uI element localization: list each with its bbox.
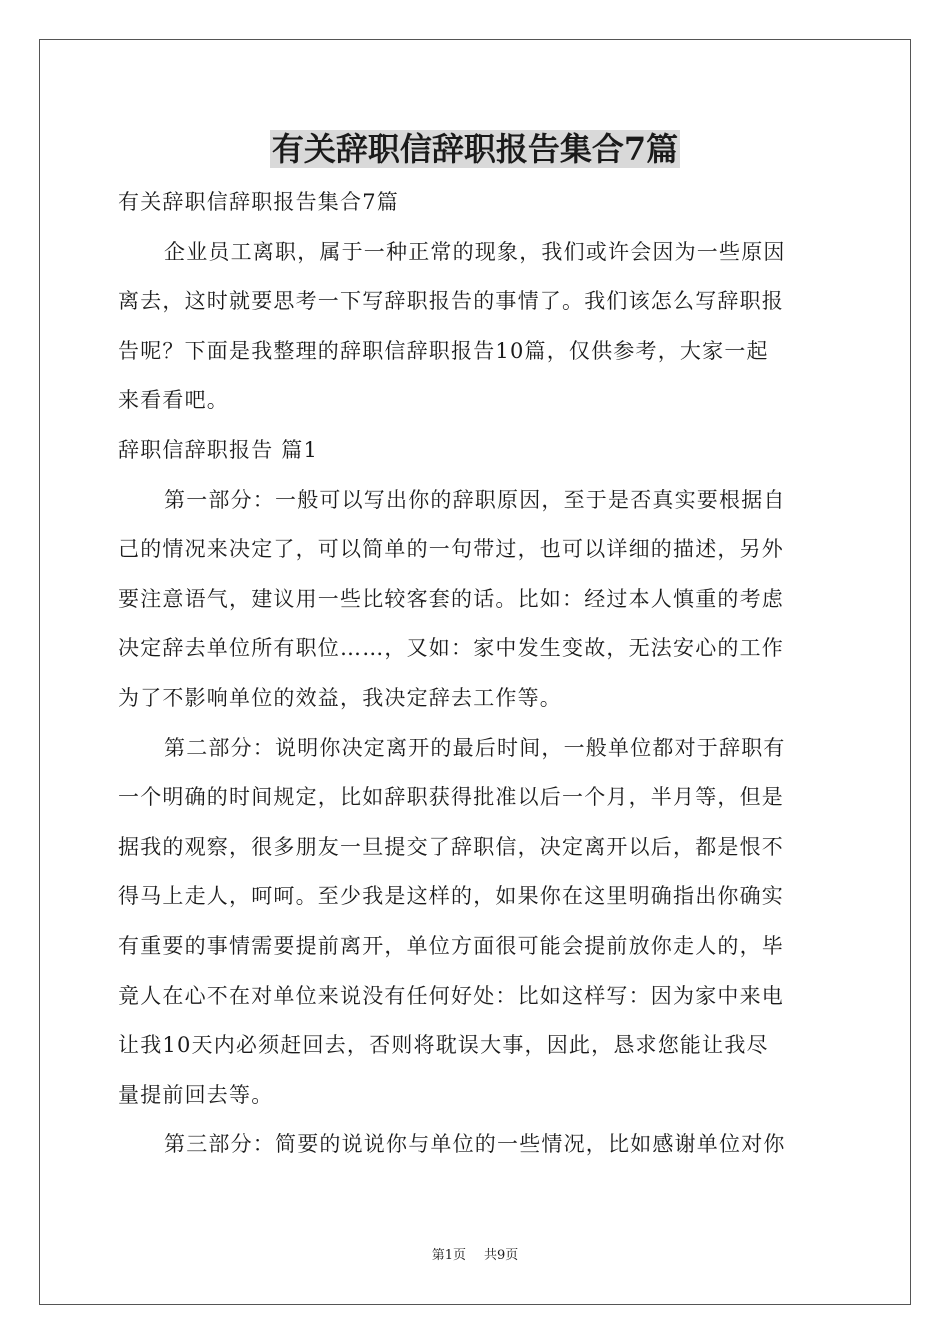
document-body: [118, 178, 834, 1170]
text-line: 据我的观察，很多朋友一旦提交了辞职信，决定离开以后，都是恨不: [118, 834, 784, 859]
text-line: 告呢？下面是我整理的辞职信辞职报告10篇，仅供参考，大家一起: [118, 338, 769, 363]
text-line: 得马上走人，呵呵。至少我是这样的，如果你在这里明确指出你确实: [118, 884, 784, 909]
text-line: 来看看吧。: [118, 388, 229, 413]
text-line: 让我10天内必须赶回去，否则将耽误大事，因此，恳求您能让我尽: [118, 1033, 769, 1058]
page-number: 第1页: [431, 1248, 466, 1263]
text-line: 有关辞职信辞职报告集合7篇: [118, 190, 399, 214]
text-line: 离去，这时就要思考一下写辞职报告的事情了。我们该怎么写辞职报: [118, 289, 784, 314]
text-line: 要注意语气，建议用一些比较客套的话。比如：经过本人慎重的考虑: [118, 586, 784, 611]
page-total: 共9页: [484, 1248, 519, 1263]
document-title-text: 有关辞职信辞职报告集合7篇: [271, 130, 679, 168]
document-title: [0, 127, 950, 171]
text-line: 一个明确的时间规定，比如辞职获得批准以后一个月，半月等，但是: [118, 785, 784, 810]
text-line: 第二部分：说明你决定离开的最后时间，一般单位都对于辞职有: [164, 735, 786, 760]
text-line: 竟人在心不在对单位来说没有任何好处：比如这样写：因为家中来电: [118, 983, 784, 1008]
text-line: 为了不影响单位的效益，我决定辞去工作等。: [118, 685, 562, 710]
text-line: 决定辞去单位所有职位……，又如：家中发生变故，无法安心的工作: [118, 636, 784, 661]
text-line: 己的情况来决定了，可以简单的一句带过，也可以详细的描述，另外: [118, 537, 784, 562]
text-line: 量提前回去等。: [118, 1082, 274, 1107]
text-line: 辞职信辞职报告 篇1: [118, 437, 319, 462]
text-line: 有重要的事情需要提前离开，单位方面很可能会提前放你走人的，毕: [118, 933, 784, 958]
text-line: 第一部分：一般可以写出你的辞职原因，至于是否真实要根据自: [164, 487, 786, 512]
page-footer: [0, 1247, 950, 1265]
text-line: 第三部分：简要的说说你与单位的一些情况，比如感谢单位对你: [164, 1132, 786, 1157]
text-line: 企业员工离职，属于一种正常的现象，我们或许会因为一些原因: [164, 239, 786, 264]
